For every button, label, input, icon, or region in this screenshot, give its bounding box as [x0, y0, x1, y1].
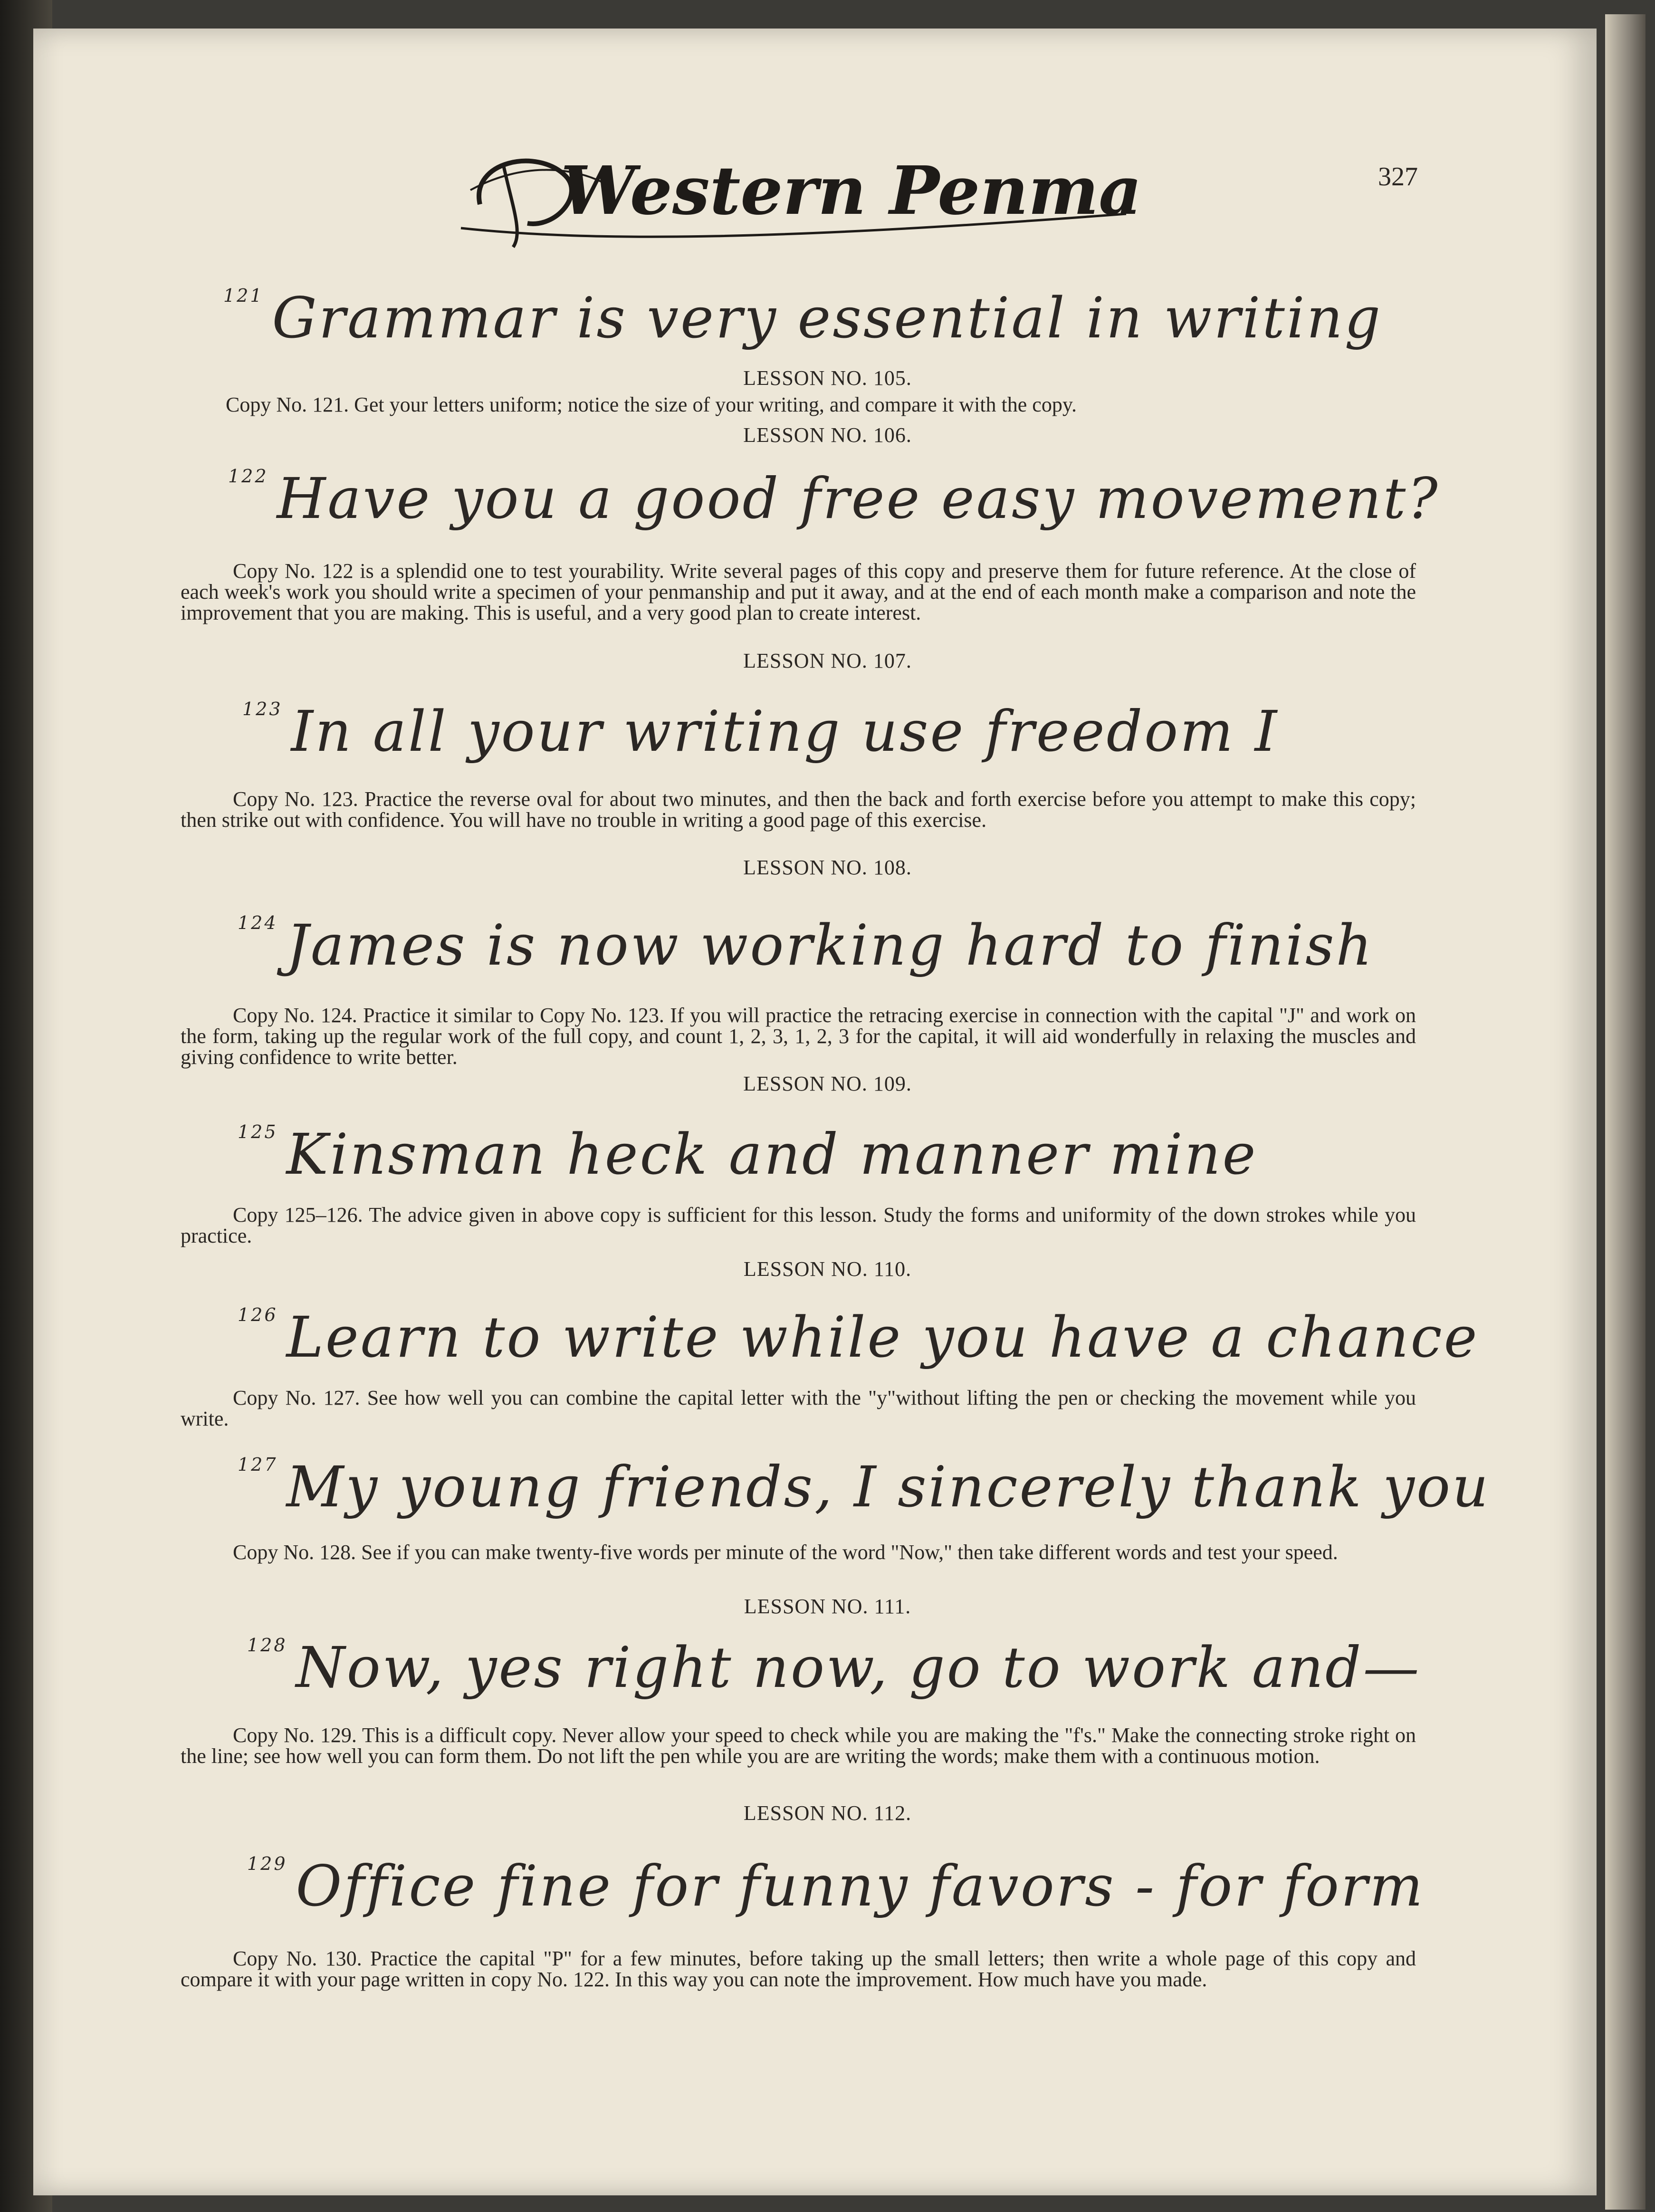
page-edge — [1605, 14, 1645, 2210]
lesson-paragraph: Copy No. 129. This is a difficult copy. Never allow your speed to check while you are making the "f's." Make the connecting stroke right on the line; see how well you can form them. Do not lift the pen while you are are writing the words; make them with a continuous motion. — [181, 1724, 1416, 1768]
script-text: Grammar is very essential in writing — [272, 285, 1383, 351]
script-copy-123 — [242, 699, 1279, 764]
masthead-title: Western Penman — [561, 152, 1140, 230]
script-text: Kinsman heck and manner mine — [286, 1121, 1258, 1187]
masthead-logo — [451, 133, 1140, 257]
lesson-heading: LESSON NO. 107. — [743, 649, 912, 672]
lesson-heading: LESSON NO. 108. — [743, 856, 912, 879]
copy-number: 127 — [238, 1454, 278, 1475]
copy-number: 123 — [242, 699, 283, 719]
script-text: James is now working hard to finish — [286, 912, 1374, 978]
script-copy-121 — [223, 285, 1382, 351]
script-text: Office fine for funny favors - for form — [296, 1853, 1425, 1919]
script-text: Have you a good free easy movement? — [277, 466, 1440, 531]
script-text: Learn to write while you have a chance — [286, 1304, 1479, 1370]
script-copy-126 — [238, 1304, 1479, 1370]
script-text: In all your writing use freedom I — [291, 699, 1279, 764]
script-copy-128 — [247, 1635, 1421, 1700]
lesson-heading: LESSON NO. 111. — [744, 1595, 911, 1618]
script-copy-122 — [228, 466, 1440, 531]
script-text: Now, yes right now, go to work and— — [296, 1635, 1421, 1700]
copy-number: 121 — [223, 285, 264, 306]
copy-number: 125 — [238, 1121, 278, 1142]
lesson-heading: LESSON NO. 106. — [743, 423, 912, 447]
lesson-paragraph: Copy No. 130. Practice the capital "P" for a few minutes, before taking up the small letters; then write a whole page of this copy and compare it with your page written in copy No. 122. In this way you can note the improvement. How much have you made. — [181, 1947, 1416, 1991]
script-copy-129 — [247, 1853, 1425, 1919]
script-copy-125 — [238, 1121, 1258, 1187]
lesson-paragraph: Copy 125–126. The advice given in above copy is sufficient for this lesson. Study the forms and uniformity of the down strokes while you practice. — [181, 1203, 1416, 1247]
lesson-paragraph: Copy No. 123. Practice the reverse oval for about two minutes, and then the back and forth exercise before you attempt to make this copy; then strike out with confidence. You will have no trouble in writing a good page of this exercise. — [181, 787, 1416, 832]
lesson-paragraph: Copy No. 121. Get your letters uniform; notice the size of your writing, and compare it with the copy. — [226, 393, 1077, 416]
lesson-heading: LESSON NO. 105. — [743, 366, 912, 390]
copy-number: 126 — [238, 1304, 278, 1325]
copy-number: 128 — [247, 1635, 287, 1656]
lesson-heading: LESSON NO. 110. — [743, 1257, 912, 1281]
lesson-paragraph: Copy No. 128. See if you can make twenty-five words per minute of the word "Now," then take different words and test your speed. — [233, 1541, 1338, 1564]
script-copy-127 — [238, 1454, 1490, 1520]
copy-number: 129 — [247, 1853, 287, 1874]
script-copy-124 — [238, 912, 1374, 978]
lesson-paragraph: Copy No. 127. See how well you can combine the capital letter with the "y"without lifting the pen or checking the movement while you write. — [181, 1386, 1416, 1430]
copy-number: 124 — [238, 912, 278, 933]
lesson-paragraph: Copy No. 122 is a splendid one to test yourability. Write several pages of this copy and preserve them for future reference. At the close of each week's work you should write a specimen of your penmanship and put it away, and at the end of each month make a comparison and note the improvement that you are making. This is useful, and a very good plan to create interest. — [181, 559, 1416, 624]
copy-number: 122 — [228, 466, 268, 487]
lesson-paragraph: Copy No. 124. Practice it similar to Copy No. 123. If you will practice the retracing exercise in connection with the capital "J" and work on the form, taking up the regular work of the full copy, and count 1, 2, 3, 1, 2, 3 for the capital, it will aid wonderfully in relaxing the muscles and giving confidence to write better. — [181, 1004, 1416, 1069]
page-number: 327 — [1378, 162, 1418, 192]
script-text: My young friends, I sincerely thank you — [286, 1454, 1490, 1520]
lesson-heading: LESSON NO. 109. — [743, 1072, 912, 1095]
lesson-heading: LESSON NO. 112. — [743, 1801, 912, 1825]
